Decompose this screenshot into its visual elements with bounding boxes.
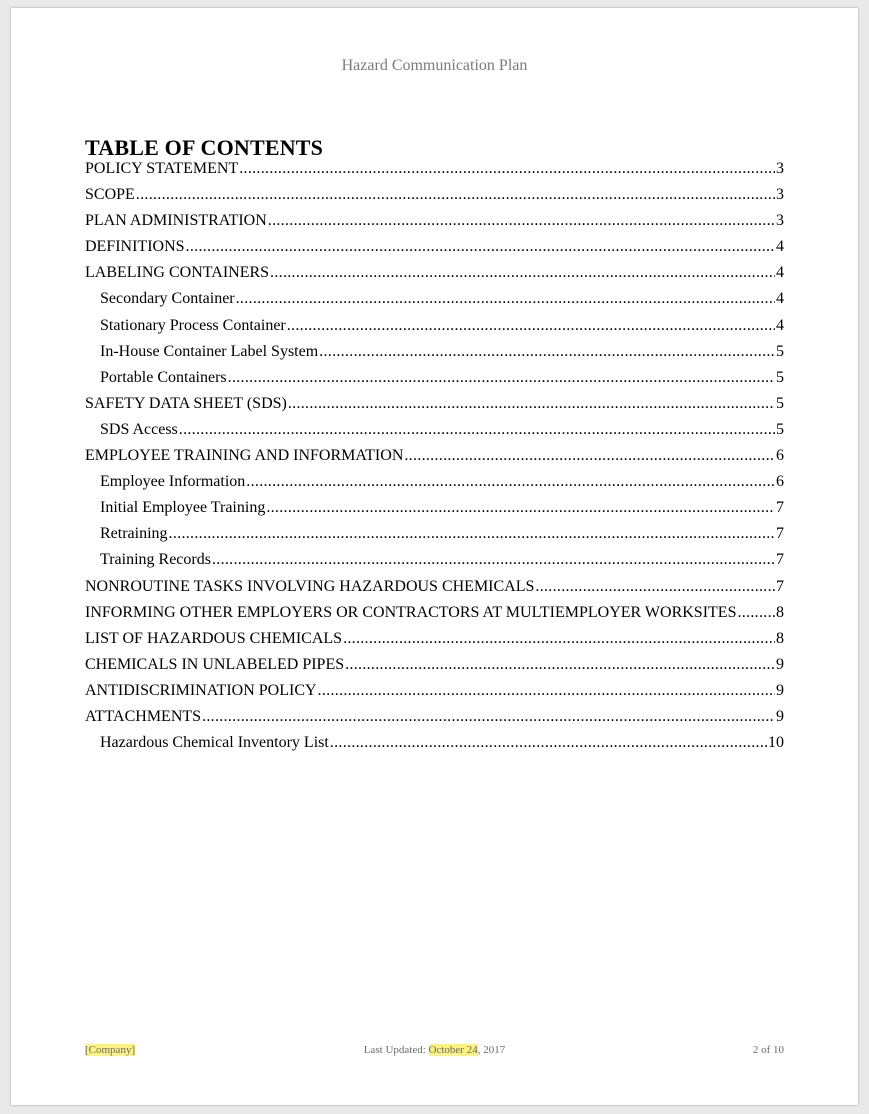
toc-entry-label: DEFINITIONS bbox=[85, 238, 185, 256]
toc-entry-page-number: 4 bbox=[776, 264, 784, 282]
toc-entry[interactable] bbox=[85, 186, 784, 212]
toc-entry-label: ANTIDISCRIMINATION POLICY bbox=[85, 681, 317, 699]
toc-entry-page-number: 4 bbox=[776, 316, 784, 334]
toc-dot-leader bbox=[404, 447, 775, 465]
toc-entry[interactable] bbox=[85, 578, 784, 604]
toc-entry-label: CHEMICALS IN UNLABELED PIPES bbox=[85, 655, 345, 673]
toc-dot-leader bbox=[266, 499, 775, 517]
toc-entry-label: Training Records bbox=[100, 551, 211, 569]
toc-entry-page-number: 6 bbox=[776, 447, 784, 465]
toc-dot-leader bbox=[319, 343, 775, 361]
toc-entry-page-number: 3 bbox=[776, 186, 784, 204]
toc-entry-label: LIST OF HAZARDOUS CHEMICALS bbox=[85, 629, 343, 647]
toc-dot-leader bbox=[288, 395, 775, 413]
toc-entry-page-number: 7 bbox=[776, 499, 784, 517]
toc-entry-page-number: 4 bbox=[776, 290, 784, 308]
toc-entry[interactable] bbox=[85, 238, 784, 264]
toc-entry[interactable] bbox=[85, 212, 784, 238]
toc-entry-label: Secondary Container bbox=[100, 290, 235, 308]
toc-entry-page-number: 7 bbox=[776, 577, 784, 595]
toc-entry-page-number: 3 bbox=[776, 212, 784, 230]
toc-dot-leader bbox=[186, 238, 775, 256]
document-page bbox=[11, 8, 858, 1105]
toc-entry[interactable] bbox=[85, 264, 784, 290]
toc-list bbox=[85, 160, 784, 760]
toc-dot-leader bbox=[169, 525, 775, 543]
toc-dot-leader bbox=[343, 630, 775, 648]
toc-dot-leader bbox=[268, 212, 775, 230]
toc-entry[interactable] bbox=[85, 499, 784, 525]
toc-entry[interactable] bbox=[85, 682, 784, 708]
toc-entry-label: Portable Containers bbox=[100, 368, 227, 386]
toc-entry-label: PLAN ADMINISTRATION bbox=[85, 212, 267, 230]
toc-entry-label: SCOPE bbox=[85, 186, 135, 204]
toc-entry[interactable] bbox=[85, 656, 784, 682]
toc-dot-leader bbox=[228, 369, 775, 387]
toc-entry-label: NONROUTINE TASKS INVOLVING HAZARDOUS CHEMICALS bbox=[85, 577, 535, 595]
toc-dot-leader bbox=[318, 682, 775, 700]
toc-entry-label: SDS Access bbox=[100, 420, 178, 438]
toc-entry-page-number: 10 bbox=[768, 734, 784, 752]
toc-entry[interactable] bbox=[85, 604, 784, 630]
toc-entry-label: EMPLOYEE TRAINING AND INFORMATION bbox=[85, 447, 404, 465]
toc-entry[interactable] bbox=[85, 708, 784, 734]
toc-entry[interactable] bbox=[85, 447, 784, 473]
toc-entry-page-number: 3 bbox=[776, 160, 784, 177]
toc-entry[interactable] bbox=[85, 525, 784, 551]
toc-entry-page-number: 9 bbox=[776, 681, 784, 699]
toc-entry[interactable] bbox=[85, 343, 784, 369]
toc-entry[interactable] bbox=[85, 369, 784, 395]
toc-entry[interactable] bbox=[85, 551, 784, 577]
toc-dot-leader bbox=[236, 290, 775, 308]
toc-dot-leader bbox=[345, 656, 775, 674]
toc-entry-label: Initial Employee Training bbox=[100, 499, 266, 517]
toc-entry-page-number: 9 bbox=[776, 707, 784, 725]
toc-dot-leader bbox=[212, 551, 775, 569]
toc-dot-leader bbox=[136, 186, 775, 204]
toc-dot-leader bbox=[246, 473, 775, 491]
toc-entry-page-number: 7 bbox=[776, 551, 784, 569]
toc-entry-page-number: 6 bbox=[776, 473, 784, 491]
footer-updated-prefix: Last Updated: bbox=[363, 1044, 429, 1056]
toc-entry-page-number: 4 bbox=[776, 238, 784, 256]
footer-company: [Company] bbox=[85, 1044, 136, 1056]
toc-dot-leader bbox=[737, 604, 775, 622]
toc-entry[interactable] bbox=[85, 734, 784, 760]
toc-entry-label: Retraining bbox=[100, 525, 168, 543]
footer-updated-year: , 2017 bbox=[477, 1044, 506, 1056]
toc-entry-page-number: 5 bbox=[776, 394, 784, 412]
footer-page-number: 2 of 10 bbox=[752, 1044, 784, 1056]
toc-entry[interactable] bbox=[85, 290, 784, 316]
toc-entry-label: Employee Information bbox=[100, 473, 246, 491]
toc-entry-label: Stationary Process Container bbox=[100, 316, 286, 334]
toc-entry[interactable] bbox=[85, 473, 784, 499]
toc-entry-label: Hazardous Chemical Inventory List bbox=[100, 734, 329, 752]
toc-entry-label: LABELING CONTAINERS bbox=[85, 264, 270, 282]
toc-dot-leader bbox=[270, 264, 775, 282]
toc-dot-leader bbox=[535, 578, 775, 596]
toc-entry[interactable] bbox=[85, 421, 784, 447]
toc-entry[interactable] bbox=[85, 160, 784, 186]
toc-entry-page-number: 7 bbox=[776, 525, 784, 543]
toc-dot-leader bbox=[330, 734, 767, 752]
toc-dot-leader bbox=[287, 317, 775, 335]
footer-updated-date: October 24 bbox=[428, 1044, 478, 1056]
toc-entry[interactable] bbox=[85, 630, 784, 656]
toc-entry-label: ATTACHMENTS bbox=[85, 707, 202, 725]
toc-dot-leader bbox=[202, 708, 775, 726]
toc-entry-label: POLICY STATEMENT bbox=[85, 160, 239, 177]
toc-entry[interactable] bbox=[85, 317, 784, 343]
toc-entry-page-number: 8 bbox=[776, 603, 784, 621]
toc-entry[interactable] bbox=[85, 395, 784, 421]
toc-entry-page-number: 5 bbox=[776, 368, 784, 386]
toc-title: TABLE OF CONTENTS bbox=[85, 135, 324, 160]
toc-entry-page-number: 5 bbox=[776, 342, 784, 360]
toc-dot-leader bbox=[239, 160, 775, 178]
toc-entry-page-number: 9 bbox=[776, 655, 784, 673]
toc-dot-leader bbox=[179, 421, 775, 439]
page-header: Hazard Communication Plan bbox=[341, 57, 528, 74]
toc-entry-page-number: 5 bbox=[776, 420, 784, 438]
toc-entry-label: SAFETY DATA SHEET (SDS) bbox=[85, 394, 287, 412]
toc-entry-label: In-House Container Label System bbox=[100, 342, 319, 360]
toc-entry-page-number: 8 bbox=[776, 629, 784, 647]
toc-entry-label: INFORMING OTHER EMPLOYERS OR CONTRACTORS AT MULTIEMPLOYER WORKSITES bbox=[85, 603, 737, 621]
footer-last-updated bbox=[85, 1044, 784, 1056]
